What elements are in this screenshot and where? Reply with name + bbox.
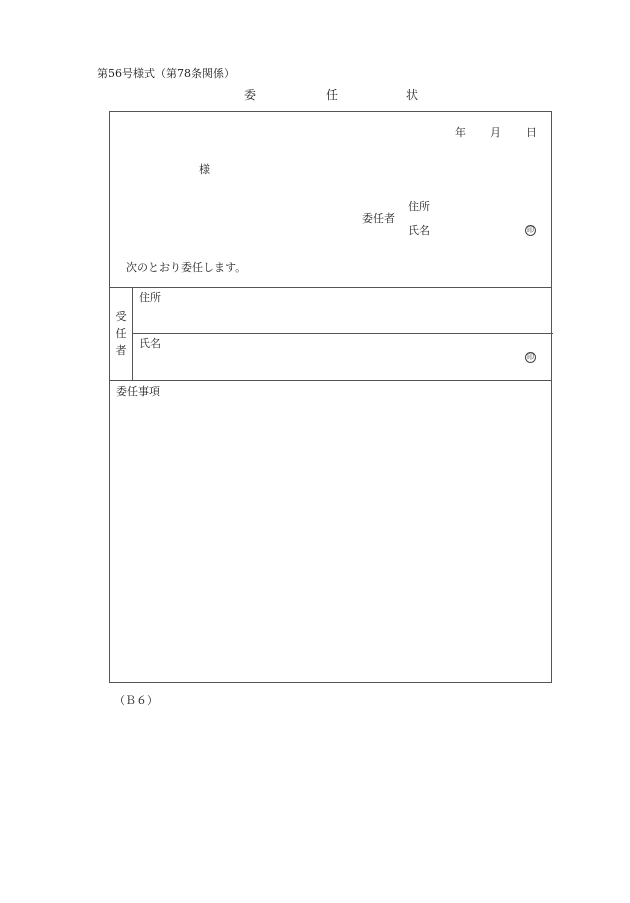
agent-address-label: 住所: [139, 291, 161, 304]
divider-agent-bottom: [110, 380, 551, 381]
delegated-matters-label: 委任事項: [116, 385, 160, 398]
agent-label-char-1: 受: [115, 310, 127, 323]
agent-label-char-3: 者: [115, 344, 127, 357]
title-char-3: 状: [406, 88, 419, 102]
agent-label: [110, 287, 132, 380]
agent-label-char-2: 任: [115, 327, 127, 340]
agent-seal-mark: 印: [527, 353, 534, 361]
agent-name-label: 氏名: [139, 337, 161, 350]
addressee-suffix: 様: [199, 163, 210, 176]
title-char-1: 委: [244, 88, 257, 102]
date-month-label: 月: [490, 126, 501, 139]
principal-name-label: 氏名: [408, 224, 430, 237]
date-day-label: 日: [526, 126, 537, 139]
date-year-label: 年: [455, 126, 466, 139]
title-char-2: 任: [326, 88, 339, 102]
principal-label: 委任者: [362, 212, 395, 225]
divider-agent-middle: [132, 333, 553, 334]
divider-agent-top: [110, 287, 551, 288]
principal-seal-mark: 印: [527, 226, 534, 234]
delegation-statement: 次のとおり委任します。: [126, 261, 247, 274]
paper-size-note: （Ｂ６）: [114, 694, 158, 707]
principal-address-label: 住所: [408, 200, 430, 213]
form-number-label: 第56号様式（第78条関係）: [97, 67, 235, 80]
form-frame: [109, 111, 552, 683]
divider-agent-column: [132, 287, 133, 380]
